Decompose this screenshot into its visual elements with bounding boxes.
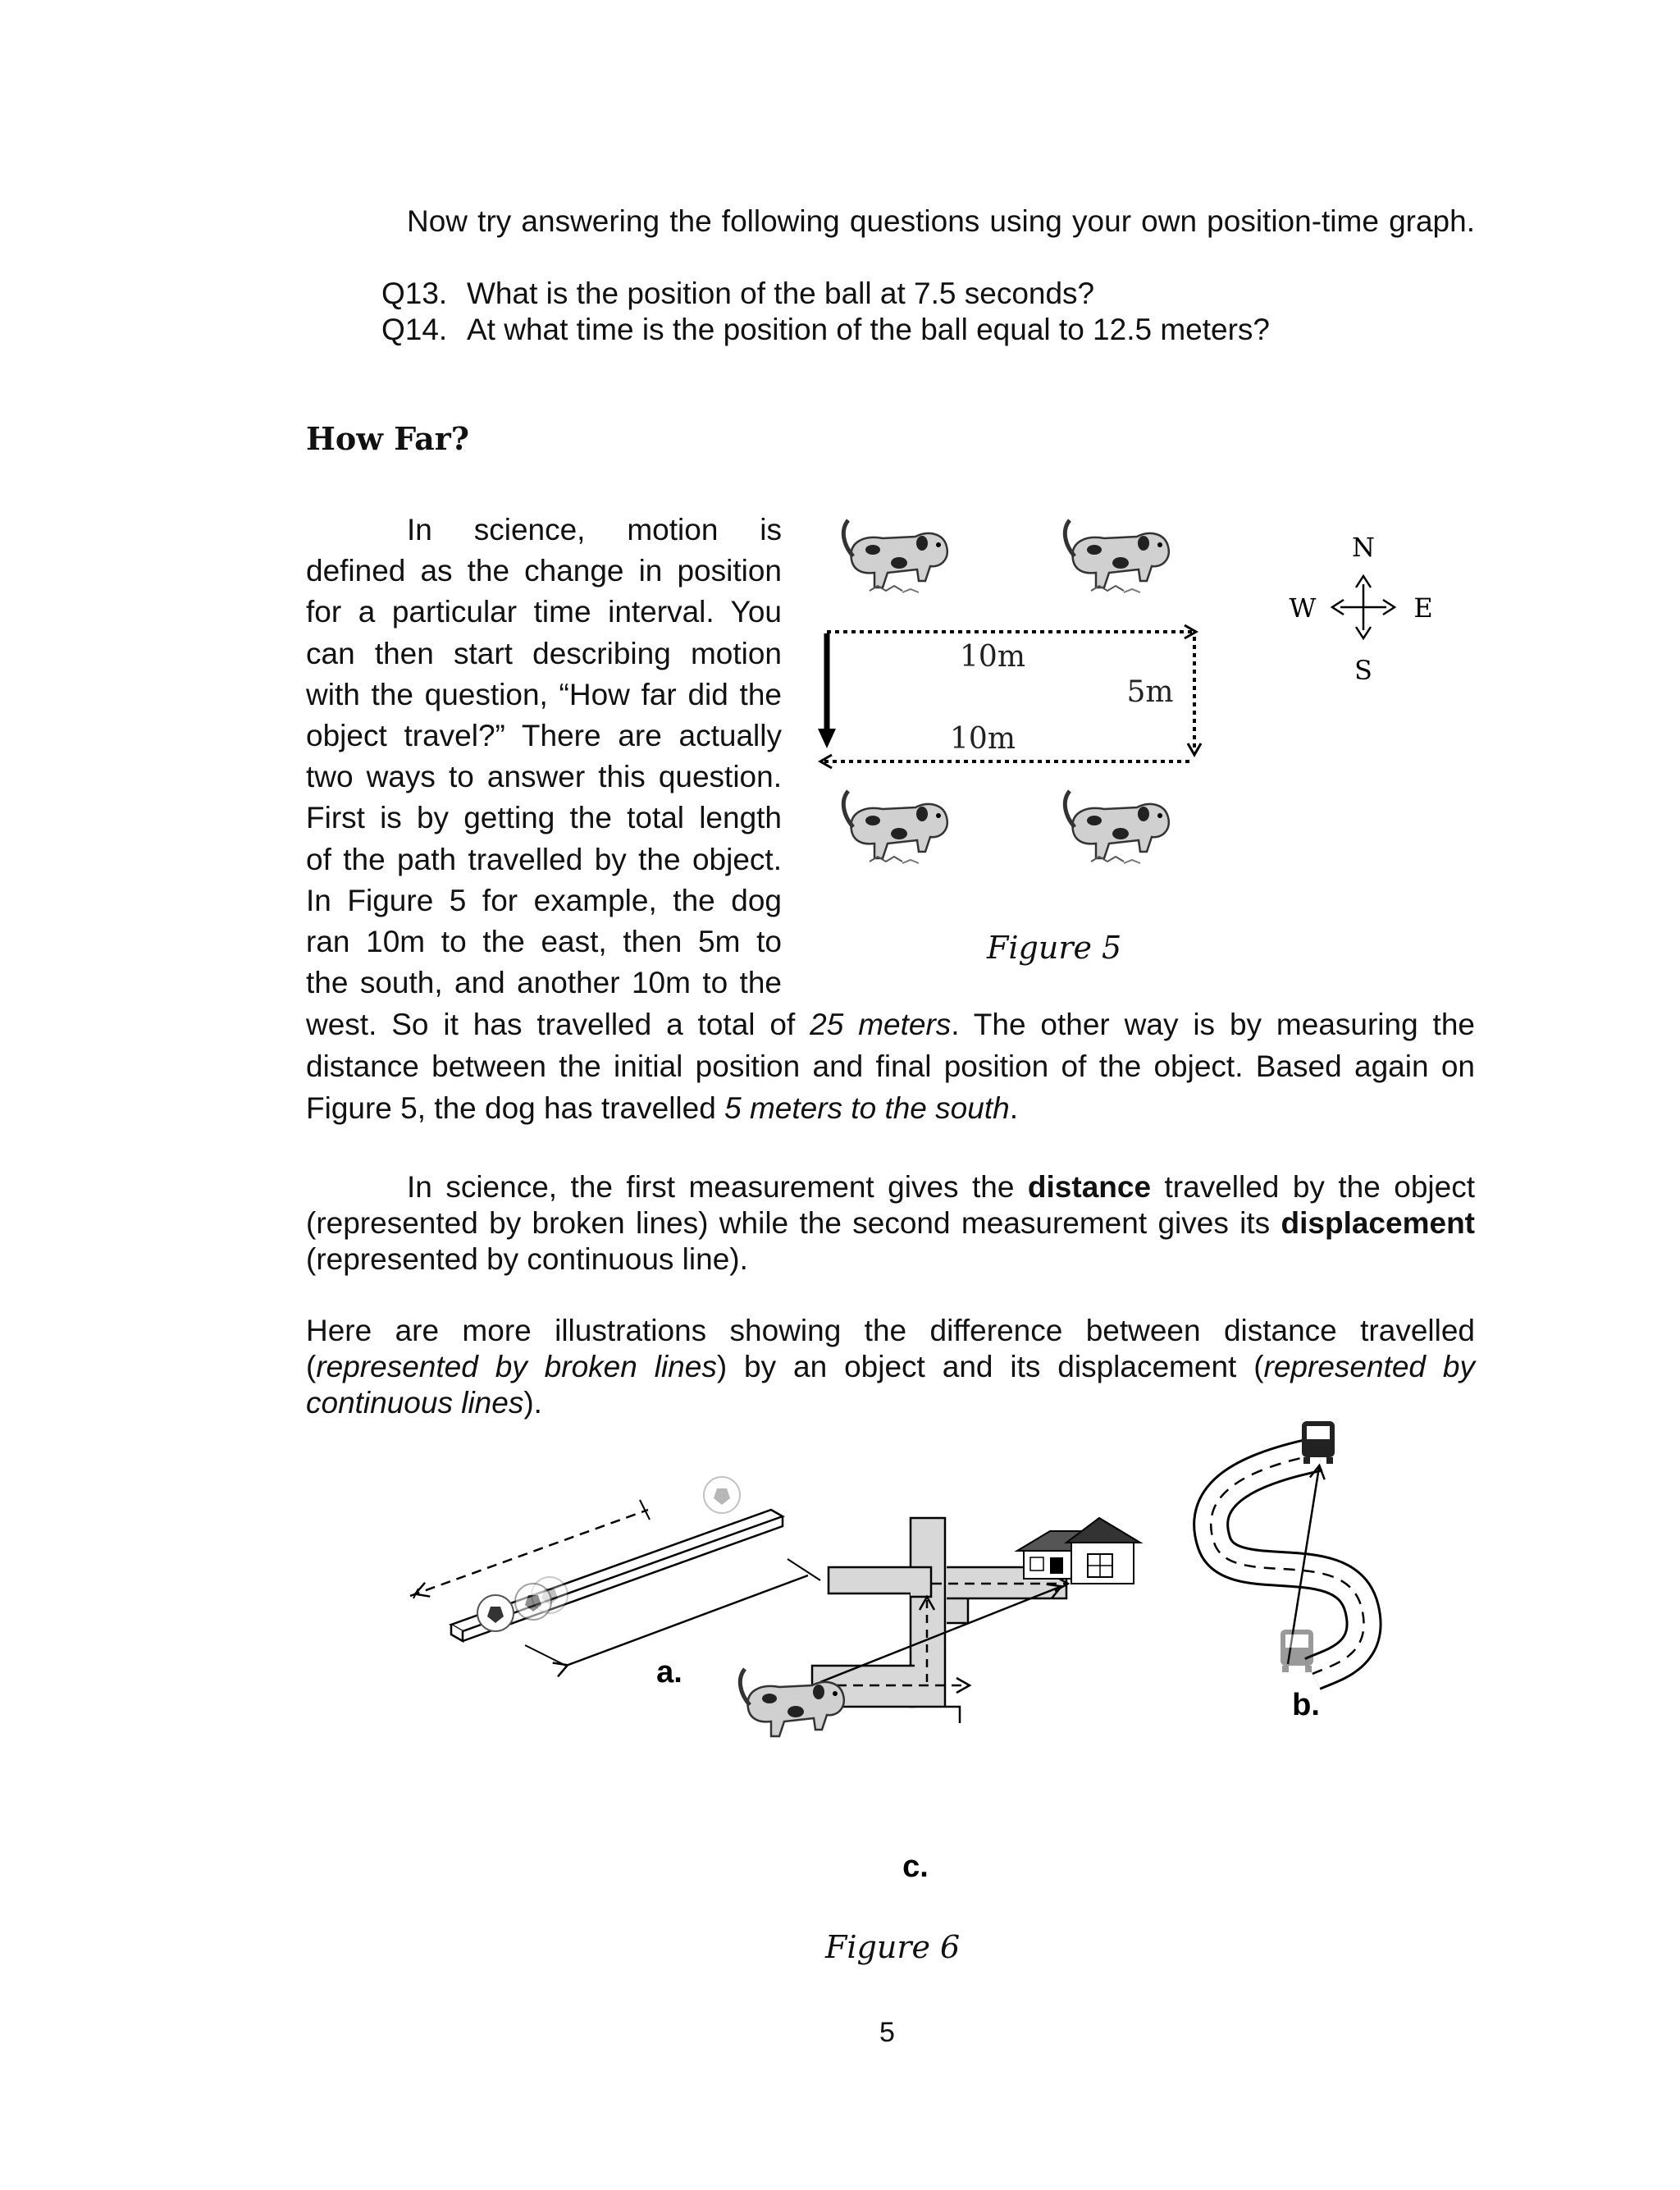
ball-icon [477, 1595, 514, 1631]
figure-5 [804, 492, 1460, 985]
label-south-5m: 5m [1126, 675, 1174, 709]
compass-west: W [1289, 592, 1317, 624]
label-b: b. [1292, 1688, 1320, 1722]
paragraph-line: First is by getting the total length [306, 801, 782, 835]
question-number: Q14. [381, 313, 448, 346]
question-number: Q13. [381, 277, 448, 310]
term-distance: distance [1027, 1170, 1152, 1204]
paragraph-line: of the path travelled by the object. [306, 842, 782, 876]
label-c: c. [902, 1849, 929, 1884]
question-q13 [381, 276, 1094, 312]
compass-east: E [1413, 592, 1433, 624]
emphasis-total: 25 meters [810, 1008, 952, 1041]
illustration-c [740, 1518, 1140, 1736]
page-number: 5 [879, 2017, 895, 2048]
emphasis-broken: represented by broken lines [316, 1350, 717, 1383]
paragraph-3 [306, 1313, 1475, 1421]
dog-southeast-icon [1065, 791, 1168, 863]
paragraph-line: defined as the change in position [306, 554, 782, 588]
paragraph-line: two ways to answer this question. [306, 760, 782, 794]
label-east-10m: 10m [960, 640, 1025, 674]
house-icon [1017, 1518, 1140, 1584]
text-run: Here are more illustrations showing the difference between distance travelled ( [306, 1314, 1475, 1383]
paragraph-line: can then start describing motion [306, 636, 782, 670]
paragraph-1-column [306, 510, 782, 1004]
paragraph-line: In Figure 5 for example, the dog [306, 883, 782, 917]
figure-6-caption: Figure 6 [825, 1929, 961, 1965]
text-run: west. So it has travelled a total of [306, 1008, 810, 1041]
paragraph-1-continuation [306, 1004, 1475, 1129]
dog-east-icon [1065, 520, 1168, 592]
paragraph-line: for a particular time interval. You [306, 595, 782, 629]
emphasis-continuous: represented by continuous lines [306, 1350, 1475, 1420]
ball-faded-icon [704, 1477, 740, 1513]
text-run: (represented by continuous line). [306, 1242, 748, 1276]
question-text: What is the position of the ball at 7.5 seconds? [467, 277, 1095, 310]
bus-start-icon [1281, 1630, 1313, 1672]
dog-start-icon [843, 520, 947, 592]
intro-paragraph [306, 203, 1475, 240]
paragraph-line: ran 10m to the east, then 5m to [306, 925, 782, 959]
paragraph-line: In science, motion is [407, 513, 782, 546]
text-run: . The other way is by measuring the distance between the initial position and final position of the object. Based again on Figure 5, the dog has travelled [306, 1008, 1475, 1125]
intro-text: Now try answering the following questions using your own position-time graph. [407, 204, 1475, 238]
a-path-dashed [410, 1510, 648, 1596]
illustration-b [1211, 1421, 1363, 1674]
label-a: a. [656, 1655, 682, 1689]
question-q14 [381, 312, 1270, 348]
a-displacement-line [566, 1575, 808, 1666]
label-west-10m: 10m [950, 722, 1016, 756]
compass-south: S [1354, 655, 1372, 686]
text-run: . [1009, 1091, 1018, 1125]
compass-north: N [1352, 532, 1375, 563]
compass-rose [1290, 532, 1433, 686]
dog-end-icon [843, 791, 947, 863]
term-displacement: displacement [1281, 1206, 1475, 1240]
text-run: ) by an object and its displacement ( [716, 1350, 1264, 1383]
figure-5-caption: Figure 5 [987, 930, 1122, 966]
question-text: At what time is the position of the ball equal to 12.5 meters? [467, 313, 1271, 346]
text-run: travelled by the object (represented by broken lines) while the second measurement gives its [306, 1170, 1476, 1240]
illustration-a [410, 1477, 820, 1666]
emphasis-south: 5 meters to the south [724, 1091, 1010, 1125]
paragraph-2 [306, 1169, 1475, 1278]
paragraph-line: the south, and another 10m to the [306, 966, 782, 1000]
paragraph-line: object travel?” There are actually [306, 719, 782, 753]
text-run: In science, the first measurement gives the [407, 1170, 1028, 1204]
text-run: ). [523, 1386, 542, 1420]
paragraph-line: with the question, “How far did the [306, 677, 782, 711]
section-heading: How Far? [306, 420, 469, 457]
figure-6 [394, 1420, 1444, 1945]
